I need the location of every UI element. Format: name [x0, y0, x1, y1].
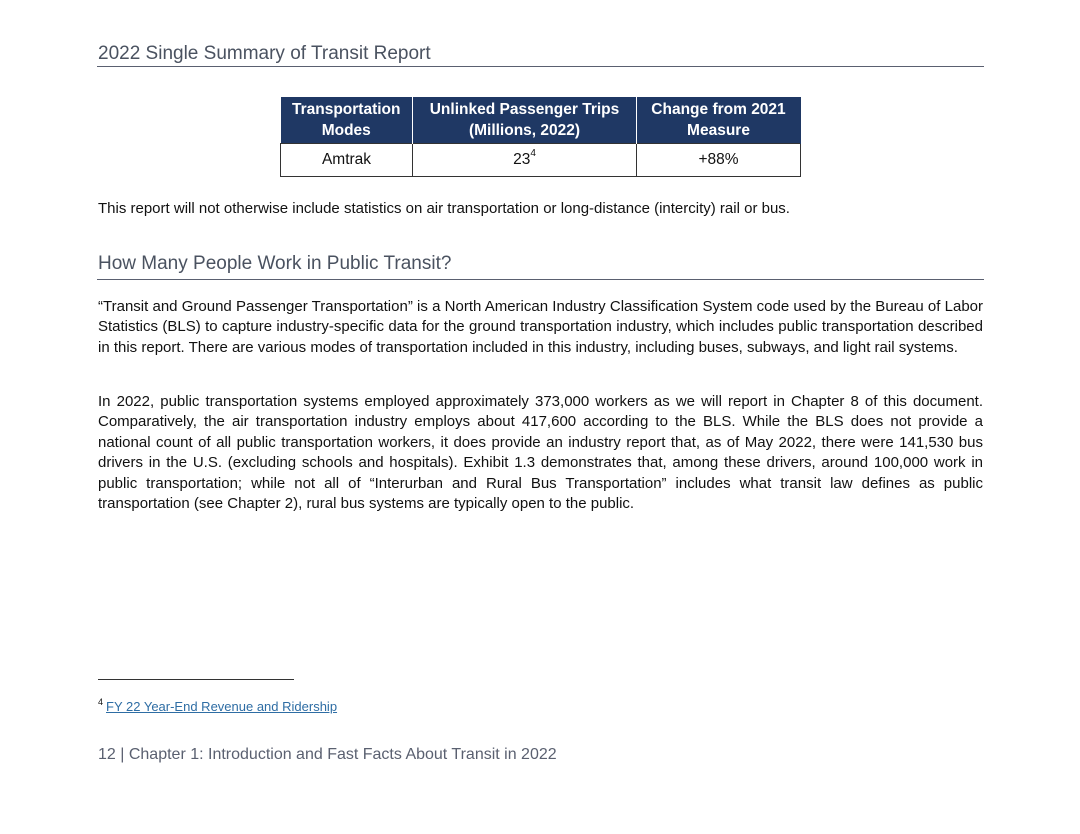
header-line: Modes: [321, 122, 371, 139]
footnote-number: 4: [98, 697, 104, 707]
body-paragraph: In 2022, public transportation systems employed approximately 373,000 workers as we will report in Chapter 8 of this document. Comparatively, the air transportation industry employs about 417,600 according to the BLS. While the BLS does not provide a national count of all public transportation workers, it does provide an industry report that, as of May 2022, there were 141,530 bus drivers in the U.S. (excluding schools and hospitals). Exhibit 1.3 demonstrates that, among these drivers, around 100,000 work in public transportation; while not all of “Interurban and Rural Bus Transportation” includes what transit law defines as public transportation (see Chapter 2), rural bus systems are typically open to the public.: [98, 393, 983, 513]
footnote-reference: 4: [530, 148, 536, 159]
cell-mode: Amtrak: [281, 144, 413, 177]
footnote-divider: [98, 679, 294, 680]
table-row: [281, 144, 801, 177]
header-line: Measure: [687, 122, 750, 139]
trips-value: 23: [513, 151, 531, 168]
column-header-modes: [281, 97, 413, 144]
header-line: Unlinked Passenger Trips: [429, 101, 620, 118]
transportation-modes-table: [280, 97, 801, 177]
scope-note: This report will not otherwise include statistics on air transportation or long-distance (intercity) rail or bus.: [98, 200, 790, 217]
body-paragraph: “Transit and Ground Passenger Transportation” is a North American Industry Classification System code used by the Bureau of Labor Statistics (BLS) to capture industry-specific data for the ground transportation industry, which includes public transportation described in this report. There are various modes of transportation included in this industry, including buses, subways, and light rail systems.: [98, 298, 983, 356]
column-header-change: [637, 97, 801, 144]
footnote: [98, 699, 337, 714]
page-footer: 12 | Chapter 1: Introduction and Fast Facts About Transit in 2022: [98, 746, 557, 763]
section-divider: [97, 279, 984, 280]
header-line: Change from 2021: [651, 101, 786, 118]
header-line: Transportation: [291, 101, 401, 118]
table-header-row: [281, 97, 801, 144]
footnote-link[interactable]: FY 22 Year-End Revenue and Ridership: [106, 699, 338, 714]
page-header-title: 2022 Single Summary of Transit Report: [98, 43, 431, 64]
column-header-trips: [413, 97, 637, 144]
cell-trips: [413, 144, 637, 177]
section-heading: How Many People Work in Public Transit?: [98, 253, 452, 274]
cell-change: +88%: [637, 144, 801, 177]
header-divider: [97, 66, 984, 67]
header-line: (Millions, 2022): [468, 122, 581, 139]
